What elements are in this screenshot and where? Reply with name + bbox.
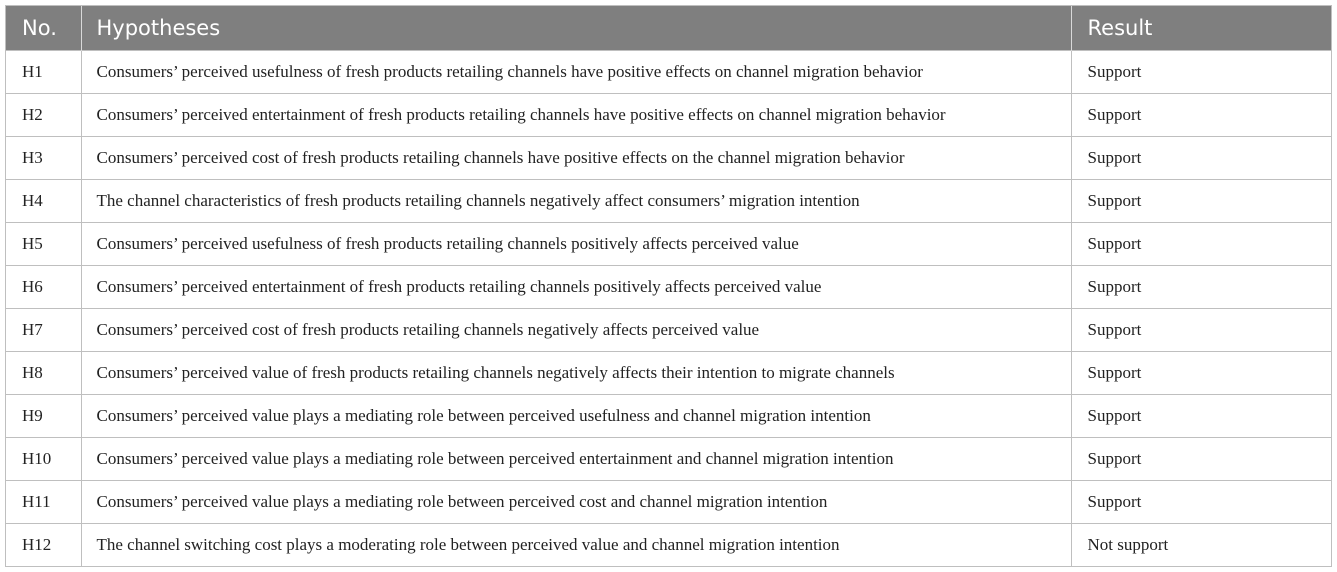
cell-result: Support — [1071, 179, 1331, 222]
cell-result: Support — [1071, 93, 1331, 136]
cell-hypothesis: The channel characteristics of fresh products retailing channels negatively affect consumers’ migration intention — [81, 179, 1071, 222]
table-row — [6, 136, 1331, 179]
table-row — [6, 179, 1331, 222]
hypotheses-table — [6, 6, 1331, 566]
table-row — [6, 351, 1331, 394]
cell-no: H2 — [6, 93, 81, 136]
cell-hypothesis: Consumers’ perceived value plays a mediating role between perceived cost and channel migration intention — [81, 480, 1071, 523]
table-row — [6, 222, 1331, 265]
cell-no: H8 — [6, 351, 81, 394]
table-row — [6, 480, 1331, 523]
header-result: Result — [1071, 6, 1331, 50]
cell-no: H10 — [6, 437, 81, 480]
table-row — [6, 308, 1331, 351]
cell-no: H3 — [6, 136, 81, 179]
cell-hypothesis: Consumers’ perceived value plays a mediating role between perceived entertainment and channel migration intention — [81, 437, 1071, 480]
cell-no: H5 — [6, 222, 81, 265]
header-hypotheses: Hypotheses — [81, 6, 1071, 50]
table-row — [6, 50, 1331, 93]
cell-result: Support — [1071, 394, 1331, 437]
cell-no: H1 — [6, 50, 81, 93]
cell-result: Support — [1071, 308, 1331, 351]
cell-result: Support — [1071, 222, 1331, 265]
table-row — [6, 93, 1331, 136]
cell-result: Support — [1071, 265, 1331, 308]
cell-hypothesis: Consumers’ perceived usefulness of fresh products retailing channels positively affects perceived value — [81, 222, 1071, 265]
cell-no: H9 — [6, 394, 81, 437]
cell-hypothesis: Consumers’ perceived value of fresh products retailing channels negatively affects their intention to migrate channels — [81, 351, 1071, 394]
cell-hypothesis: Consumers’ perceived entertainment of fresh products retailing channels have positive effects on channel migration behavior — [81, 93, 1071, 136]
cell-no: H7 — [6, 308, 81, 351]
cell-hypothesis: Consumers’ perceived value plays a mediating role between perceived usefulness and channel migration intention — [81, 394, 1071, 437]
cell-hypothesis: Consumers’ perceived usefulness of fresh products retailing channels have positive effects on channel migration behavior — [81, 50, 1071, 93]
cell-result: Support — [1071, 480, 1331, 523]
cell-hypothesis: Consumers’ perceived cost of fresh products retailing channels negatively affects perceived value — [81, 308, 1071, 351]
cell-result: Support — [1071, 351, 1331, 394]
cell-hypothesis: Consumers’ perceived cost of fresh products retailing channels have positive effects on the channel migration behavior — [81, 136, 1071, 179]
cell-hypothesis: Consumers’ perceived entertainment of fresh products retailing channels positively affects perceived value — [81, 265, 1071, 308]
header-row — [6, 6, 1331, 50]
header-no: No. — [6, 6, 81, 50]
table-row — [6, 394, 1331, 437]
cell-result: Support — [1071, 136, 1331, 179]
cell-no: H4 — [6, 179, 81, 222]
cell-result: Not support — [1071, 523, 1331, 566]
hypotheses-table-container — [5, 5, 1332, 567]
table-header — [6, 6, 1331, 50]
cell-no: H11 — [6, 480, 81, 523]
table-row — [6, 437, 1331, 480]
table-body — [6, 50, 1331, 566]
table-row — [6, 523, 1331, 566]
table-row — [6, 265, 1331, 308]
cell-no: H6 — [6, 265, 81, 308]
cell-hypothesis: The channel switching cost plays a moderating role between perceived value and channel migration intention — [81, 523, 1071, 566]
cell-no: H12 — [6, 523, 81, 566]
cell-result: Support — [1071, 437, 1331, 480]
cell-result: Support — [1071, 50, 1331, 93]
